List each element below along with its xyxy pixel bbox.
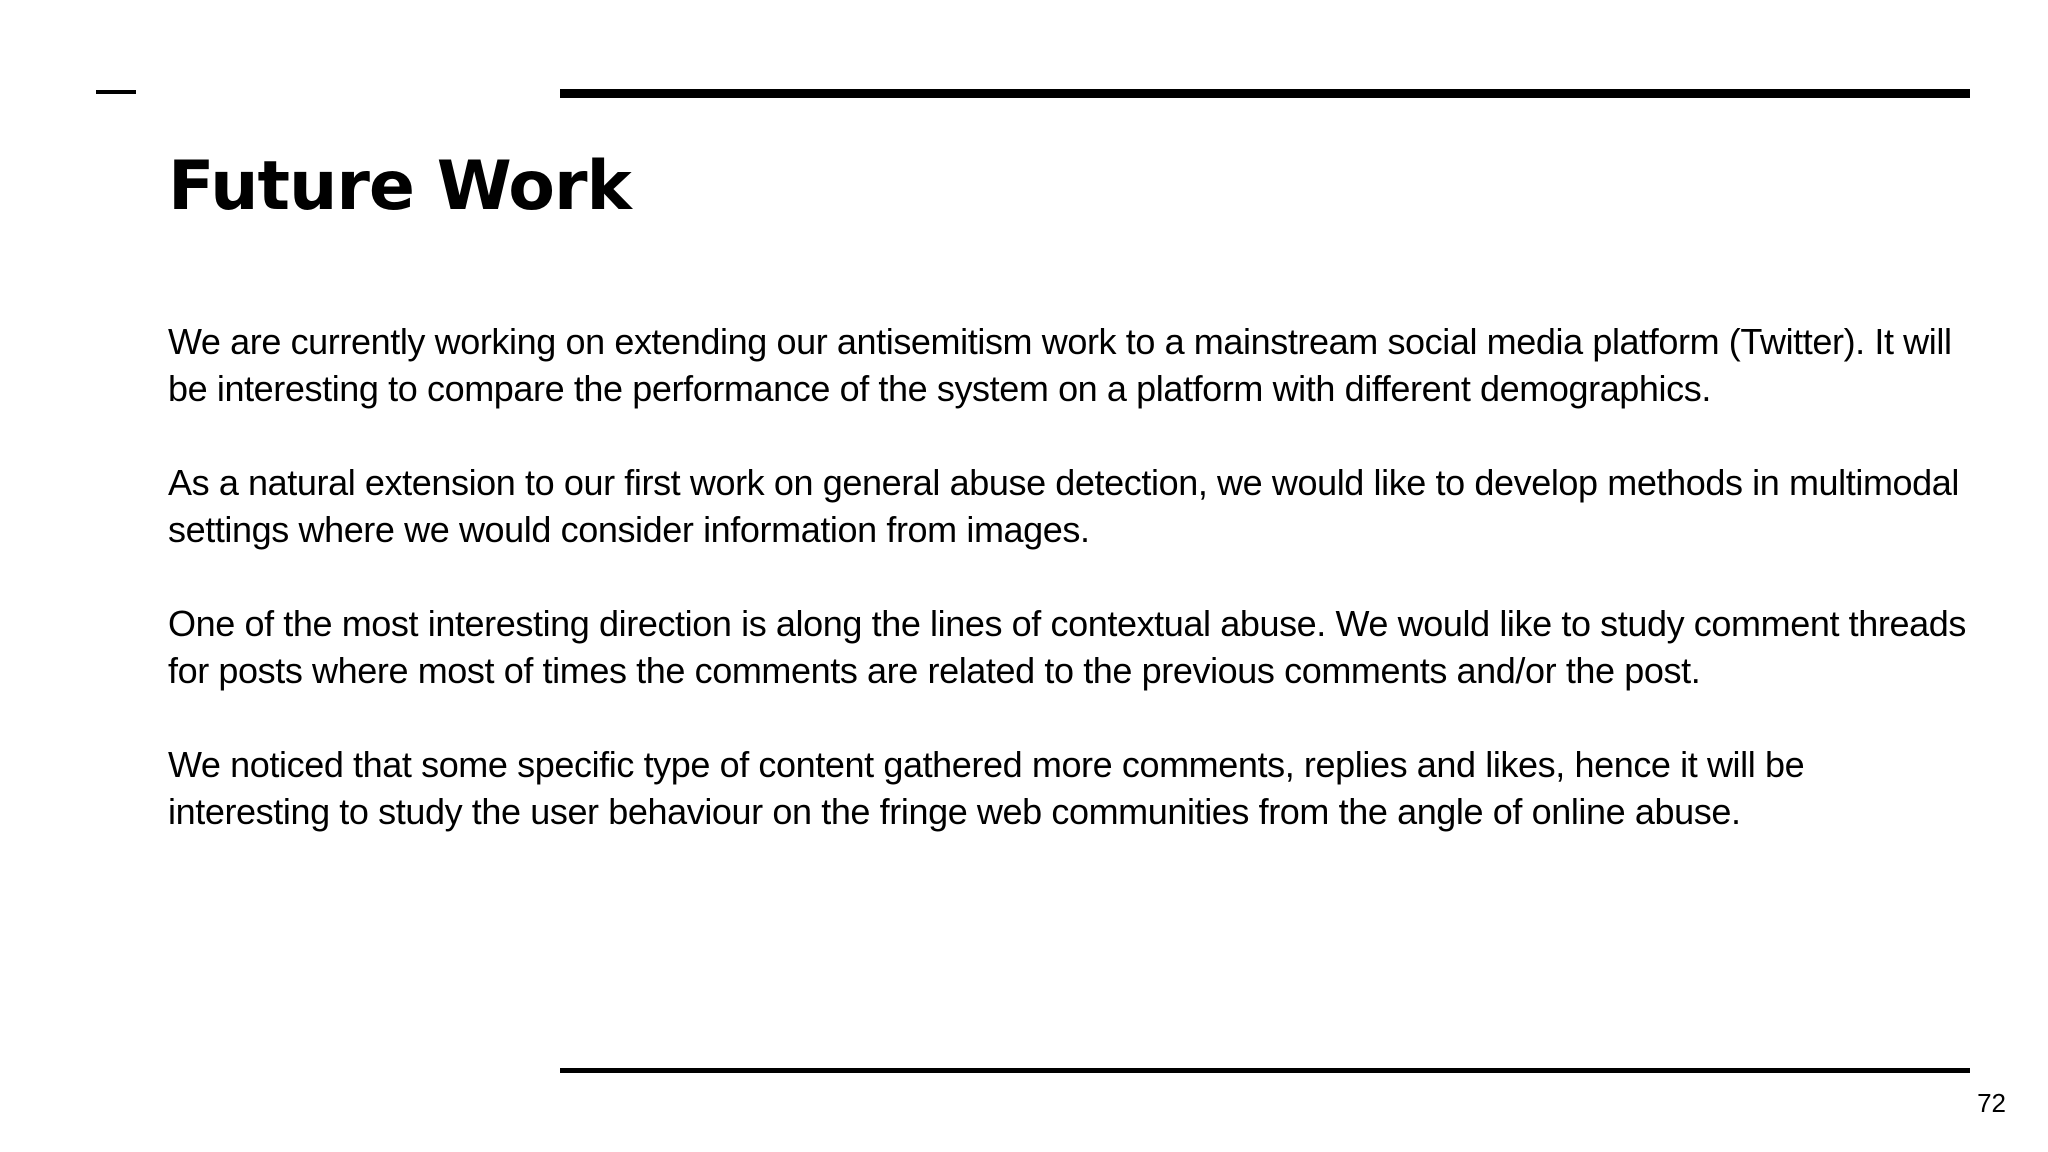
slide-body [168, 318, 1968, 882]
paragraph-user-behaviour: We noticed that some specific type of content gathered more comments, replies and likes, hence it will be interesting to study the user behaviour on the fringe web communities from the angle of online abuse. [168, 744, 1805, 832]
paragraph-twitter: We are currently working on extending our antisemitism work to a mainstream social media platform (Twitter). It will be interesting to compare the performance of the system on a platform with different demographics. [168, 321, 1952, 409]
page-number: 72 [1977, 1088, 2006, 1118]
slide-title: Future Work [168, 147, 631, 226]
paragraph-multimodal: As a natural extension to our first work on general abuse detection, we would like to develop methods in multimodal settings where we would consider information from images. [168, 462, 1960, 550]
bottom-rule [560, 1068, 1970, 1073]
paragraph-contextual: One of the most interesting direction is along the lines of contextual abuse. We would like to study comment threads for posts where most of times the comments are related to the previous comments and/or the post. [168, 603, 1966, 691]
accent-dash [96, 90, 136, 94]
top-rule [560, 89, 1970, 98]
